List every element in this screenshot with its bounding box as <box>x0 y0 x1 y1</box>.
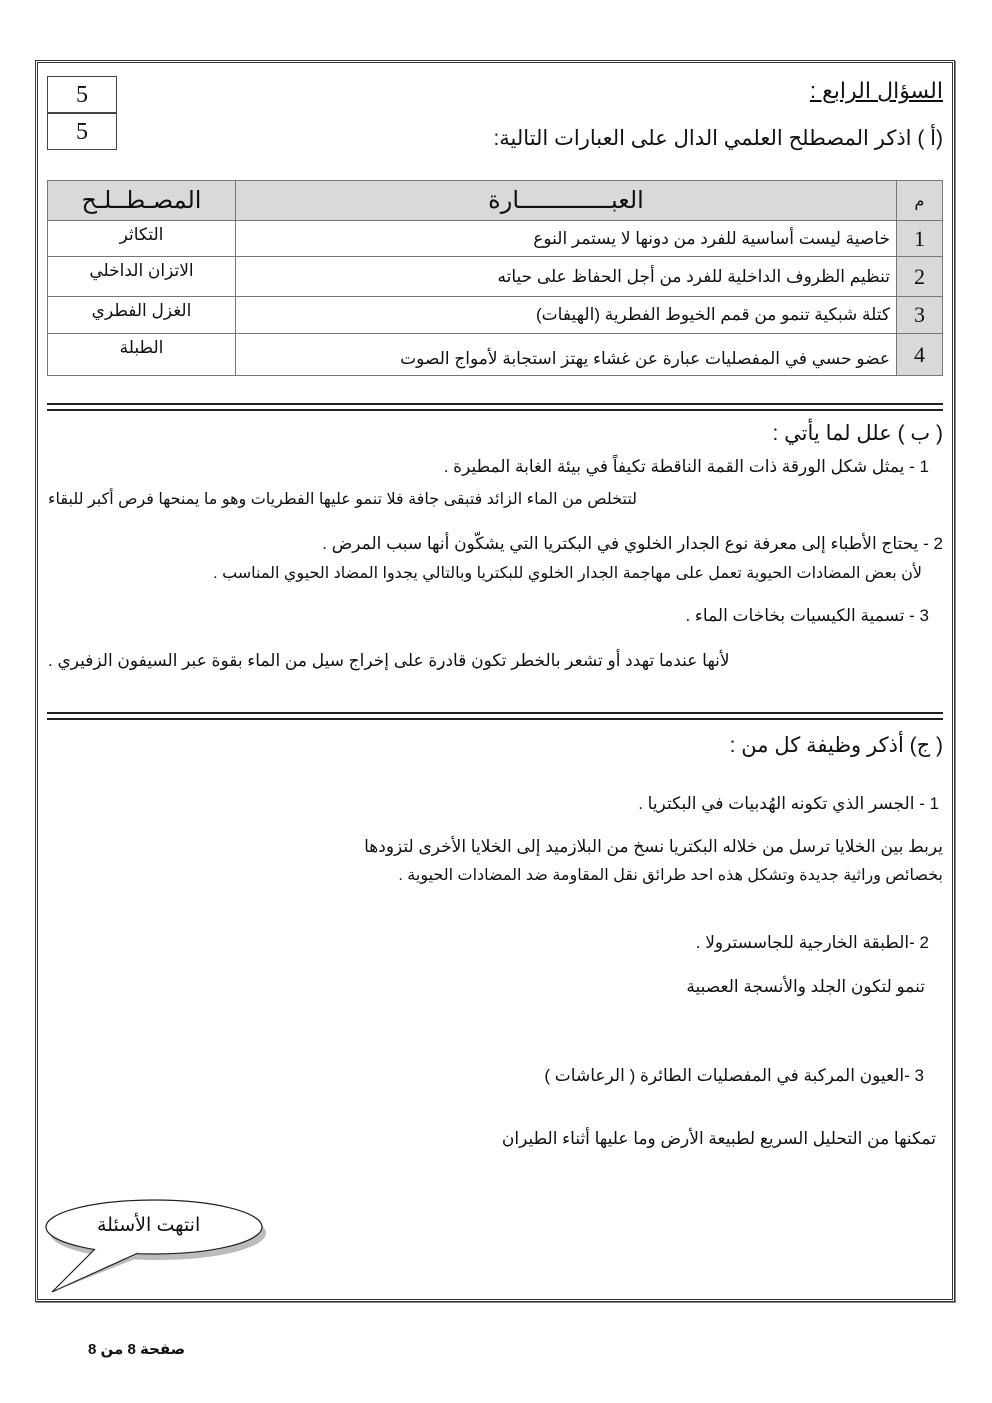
part-b-question-1: 1 - يمثل شكل الورقة ذات القمة الناقطة تكيفاً في بيئة الغابة المطيرة . <box>443 457 929 476</box>
table-header <box>48 181 943 221</box>
row-term: الاتزان الداخلي <box>48 257 236 297</box>
header-term: المصـطــلـح <box>48 181 236 221</box>
part-b-question-2: 2 - يحتاج الأطباء إلى معرفة نوع الجدار الخلوي في البكتريا التي يشكّون أنها سبب المرض . <box>322 534 943 553</box>
page-number: صفحة 8 من 8 <box>88 1341 186 1358</box>
row-statement: عضو حسي في المفصليات عبارة عن غشاء يهتز استجابة لأمواج الصوت <box>236 334 897 376</box>
question-title: السؤال الرابع : <box>809 78 943 103</box>
part-b-answer-1: لتتخلص من الماء الزائد فتبقى جافة فلا تنمو عليها الفطريات وهو ما يمنحها فرص أكبر للبقاء <box>48 491 638 508</box>
row-term: التكاثر <box>48 221 236 257</box>
part-c-answer-1-line-1: يربط بين الخلايا ترسل من خلاله البكتريا نسخ من البلازميد إلى الخلايا الأخرى لتزودها <box>364 837 943 856</box>
row-statement: خاصية ليست أساسية للفرد من دونها لا يستمر النوع <box>236 221 897 257</box>
part-a-heading: (أ ) اذكر المصطلح العلمي الدال على العبارات التالية: <box>493 127 943 150</box>
part-c-question-3: 3 -العيون المركبة في المفصليات الطائرة ( الرعاشات ) <box>544 1066 924 1085</box>
row-term: الطبلة <box>48 334 236 376</box>
part-c-answer-3: تمكنها من التحليل السريع لطبيعة الأرض وما عليها أثناء الطيران <box>501 1129 936 1148</box>
row-statement: تنظيم الظروف الداخلية للفرد من أجل الحفاظ على حياته <box>236 257 897 297</box>
table-row <box>48 334 943 376</box>
score-box-total: 5 <box>47 76 117 113</box>
part-c-heading: ( ج) أذكر وظيفة كل من : <box>729 734 943 757</box>
section-divider <box>47 712 943 720</box>
end-of-questions-text: انتهت الأسئلة <box>97 1215 201 1236</box>
part-b-heading: ( ب ) علل لما يأتي : <box>772 422 943 445</box>
part-b-answer-3: لأنها عندما تهدد أو تشعر بالخطر تكون قادرة على إخراج سيل من الماء بقوة عبر السيفون الزفيري . <box>48 651 730 670</box>
speech-bubble-icon <box>40 1195 280 1295</box>
row-term: الغزل الفطري <box>48 297 236 334</box>
header-num: م <box>897 181 943 221</box>
part-b-question-3: 3 - تسمية الكيسيات بخاخات الماء . <box>685 606 929 625</box>
row-statement: كتلة شبكية تنمو من قمم الخيوط الفطرية (الهيفات) <box>236 297 897 334</box>
table-row <box>48 221 943 257</box>
header-statement: العبـــــــــــــارة <box>236 181 897 221</box>
row-num: 1 <box>897 221 943 257</box>
score-box-obtained: 5 <box>47 113 117 150</box>
row-num: 2 <box>897 257 943 297</box>
table-row <box>48 297 943 334</box>
part-c-question-1: 1 - الجسر الذي تكونه الهُدبيات في البكتريا . <box>638 794 939 813</box>
table-row <box>48 257 943 297</box>
row-num: 4 <box>897 334 943 376</box>
section-divider <box>47 403 943 411</box>
part-c-answer-1-line-2: بخصائص وراثية جديدة وتشكل هذه احد طرائق نقل المقاومة ضد المضادات الحيوية . <box>398 867 943 884</box>
terms-table <box>47 180 943 376</box>
part-c-question-2: 2 -الطبقة الخارجية للجاسسترولا . <box>695 933 929 952</box>
part-b-answer-2: لأن بعض المضادات الحيوية تعمل على مهاجمة الجدار الخلوي للبكتريا وبالتالي يجدوا المضاد الحيوي المناسب . <box>213 565 922 582</box>
part-c-answer-2: تنمو لتكون الجلد والأنسجة العصبية <box>686 977 925 996</box>
row-num: 3 <box>897 297 943 334</box>
